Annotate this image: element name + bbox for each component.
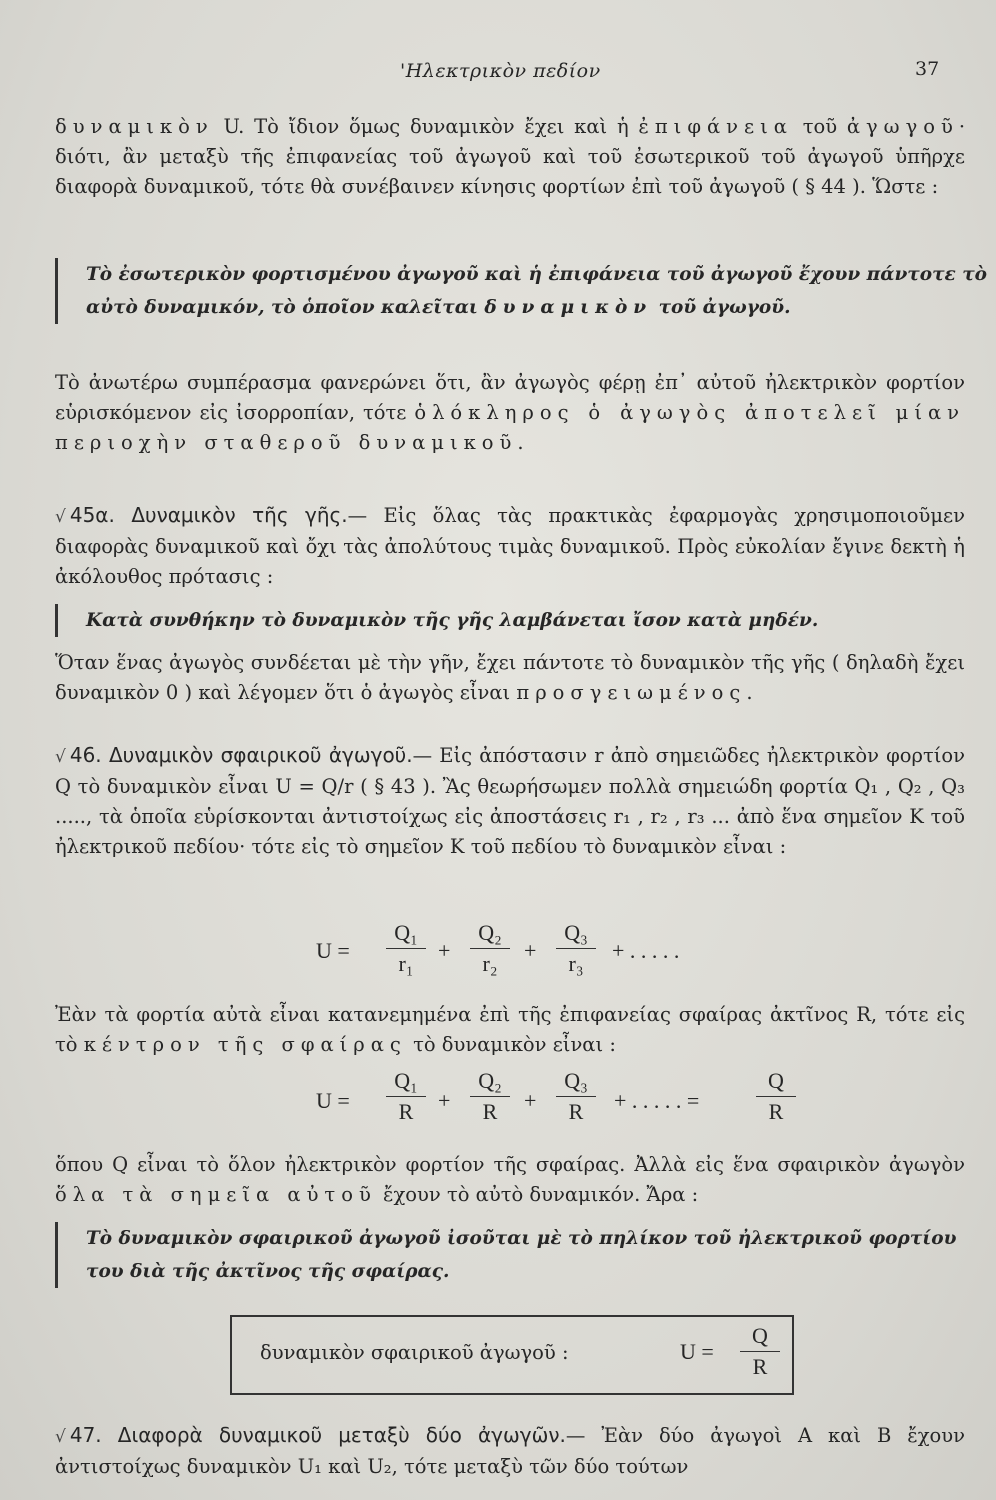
numerator: Q₃ bbox=[556, 1068, 596, 1097]
numerator: Q₁ bbox=[386, 920, 426, 949]
equation-lhs: U = bbox=[316, 1088, 350, 1113]
spaced-word: δυναμικὸν bbox=[484, 297, 653, 318]
plus-sign: + bbox=[438, 1088, 451, 1113]
numerator: Q₂ bbox=[470, 920, 510, 949]
box-label: δυναμικὸν σφαιρικοῦ ἀγωγοῦ : bbox=[260, 1341, 569, 1364]
page-header bbox=[0, 58, 996, 88]
denominator: r₁ bbox=[398, 951, 414, 976]
boxed-formula bbox=[230, 1315, 794, 1395]
paragraph-conductor-surface bbox=[55, 112, 965, 202]
denominator: r₂ bbox=[482, 951, 498, 976]
rule-sphere-potential bbox=[55, 1222, 996, 1288]
numerator: Q₃ bbox=[556, 920, 596, 949]
fraction-q1-r bbox=[386, 1068, 426, 1125]
equation-ellipsis: + . . . . . bbox=[612, 938, 680, 963]
section-46 bbox=[55, 740, 965, 862]
fraction-q2-r2 bbox=[470, 920, 510, 977]
numerator: Q bbox=[756, 1068, 796, 1097]
equation-sphere bbox=[0, 1068, 996, 1148]
equation-point-charges bbox=[0, 920, 996, 1000]
equation-lhs: U = bbox=[680, 1339, 714, 1364]
section-47 bbox=[55, 1420, 965, 1482]
text-run: · διότι, ἂν μεταξὺ τῆς ἐπιφανείας τοῦ ἀγωγοῦ καὶ τοῦ ἐσωτερικοῦ τοῦ ἀγωγοῦ ὑπῆρχε διαφορὰ δυναμικοῦ, τότε θὰ συνέβαινεν κίνησις φορτίων ἐπὶ τοῦ ἀγωγοῦ ( § 44 ). Ὥστε : bbox=[55, 115, 966, 198]
spaced-word: κέντρον τῆς σφαίρας bbox=[83, 1033, 407, 1056]
text-run: ὅπου Q εἶναι τὸ ὅλον ἠλεκτρικὸν φορτίον τῆς σφαίρας. Ἀλλὰ εἰς ἕνα σφαιρικὸν ἀγωγὸν bbox=[55, 1153, 965, 1176]
paragraph-equilibrium bbox=[55, 368, 965, 458]
text-run: — Εἰς ὅλας τὰς πρακτικὰς ἐφαρμογὰς χρησιμοποιοῦμεν διαφορὰς δυναμικοῦ καὶ ὄχι τὰς ἀπολύτους τιμὰς δυναμικοῦ. Πρὸς εὐκολίαν ἔγινε δεκτὴ ἡ ἀκόλουθος πρότασις : bbox=[55, 504, 965, 588]
check-mark-icon: √ bbox=[55, 747, 66, 767]
plus-sign: + bbox=[524, 938, 537, 963]
denominator: R bbox=[768, 1099, 784, 1124]
section-heading-46: 46. Δυναμικὸν σφαιρικοῦ ἀγωγοῦ. bbox=[69, 743, 413, 767]
text-run: Ὅταν ἕνας ἀγωγὸς συνδέεται μὲ τὴν γῆν, ἔχει πάντοτε τὸ δυναμικὸν τῆς γῆς ( δηλαδὴ ἔχει δυναμικὸν 0 ) καὶ λέγομεν ὅτι ὁ ἀγωγὸς εἶναι bbox=[55, 651, 965, 704]
paragraph-sphere-total-charge bbox=[55, 1150, 965, 1210]
rule-text: Τὸ ἐσωτερικὸν φορτισμένου ἀγωγοῦ καὶ ἡ ἐπιφάνεια τοῦ ἀγωγοῦ ἔχουν πάντοτε τὸ αὐτὸ δυναμικόν, τὸ ὁποῖον καλεῖται bbox=[86, 264, 987, 318]
text-run: — Εἰς ἀπόστασιν r ἀπὸ σημειῶδες ἠλεκτρικὸν φορτίον Q τὸ δυναμικὸν εἶναι U = Q/r ( § 43 ). Ἂς θεωρήσωμεν πολλὰ σημειώδη φορτία Q₁ , Q₂ , Q₃ ....., τὰ ὁποῖα εὑρίσκονται ἀντιστοίχως εἰς ἀποστάσεις r₁ , r₂ , r₃ ... ἀπὸ ἕνα σημεῖον Κ τοῦ ἠλεκτρικοῦ πεδίου· τότε εἰς τὸ σημεῖον Κ τοῦ πεδίου τὸ δυναμικὸν εἶναι : bbox=[55, 744, 966, 858]
fraction-q3-r3 bbox=[556, 920, 596, 977]
spaced-word: προσγειωμένος. bbox=[516, 681, 759, 704]
fraction-q-r bbox=[740, 1323, 780, 1380]
denominator: R bbox=[752, 1354, 768, 1379]
spaced-word: ἀγωγοῦ bbox=[846, 115, 959, 138]
section-heading-45a: 45α. Δυναμικὸν τῆς γῆς. bbox=[69, 503, 348, 527]
spaced-word: ὁλόκληρος ὁ ἀγωγὸς ἀποτελεῖ μίαν περιοχὴν σταθεροῦ δυναμικοῦ. bbox=[55, 401, 966, 454]
text-run: Ἐὰν τὰ φορτία αὐτὰ εἶναι κατανεμημένα ἐπὶ τῆς ἐπιφανείας σφαίρας ἀκτῖνος R, τότε εἰς τὸ bbox=[55, 1003, 965, 1056]
fraction-q3-r bbox=[556, 1068, 596, 1125]
rule-interior-potential bbox=[55, 258, 996, 324]
numerator: Q bbox=[740, 1323, 780, 1352]
rule-text: τοῦ ἀγωγοῦ. bbox=[658, 297, 791, 318]
plus-sign: + bbox=[524, 1088, 537, 1113]
spaced-word: δυναμικὸν bbox=[55, 115, 214, 138]
rule-earth-potential bbox=[55, 604, 996, 637]
equation-lhs: U = bbox=[316, 938, 350, 963]
denominator: R bbox=[568, 1099, 584, 1124]
fraction-q-r bbox=[756, 1068, 796, 1125]
denominator: r₃ bbox=[568, 951, 584, 976]
text-run: Τὸ ἀνωτέρω συμπέρασμα φανερώνει ὅτι, ἂν ἀγωγὸς φέρῃ ἐπ᾽ αὐτοῦ ἠλεκτρικὸν φορτίον εὑρισκόμενον εἰς ἰσορροπίαν, τότε bbox=[55, 371, 965, 424]
numerator: Q₁ bbox=[386, 1068, 426, 1097]
check-mark-icon: √ bbox=[55, 507, 66, 527]
page-number: 37 bbox=[915, 58, 940, 80]
numerator: Q₂ bbox=[470, 1068, 510, 1097]
text-run: — Ἐὰν δύο ἀγωγοὶ Α καὶ Β ἔχουν ἀντιστοίχως δυναμικὸν U₁ καὶ U₂, τότε μεταξὺ τῶν δύο τούτων bbox=[55, 1424, 965, 1478]
text-run: ἔχουν τὸ αὐτὸ δυναμικόν. Ἄρα : bbox=[383, 1183, 699, 1206]
fraction-q2-r bbox=[470, 1068, 510, 1125]
text-run: τοῦ bbox=[802, 115, 838, 138]
check-mark-icon: √ bbox=[55, 1427, 66, 1447]
equation-ellipsis: + . . . . . = bbox=[614, 1088, 700, 1113]
denominator: R bbox=[398, 1099, 414, 1124]
text-run: U. Τὸ ἴδιον ὅμως δυναμικὸν ἔχει καὶ ἡ bbox=[223, 115, 629, 138]
rule-text: Κατὰ συνθήκην τὸ δυναμικὸν τῆς γῆς λαμβάνεται ἴσον κατὰ μηδέν. bbox=[86, 610, 819, 631]
spaced-word: ὅλα τὰ σημεῖα αὐτοῦ bbox=[55, 1183, 377, 1206]
plus-sign: + bbox=[438, 938, 451, 963]
paragraph-sphere-center bbox=[55, 1000, 965, 1060]
running-title: 'Ηλεκτρικὸν πεδίον bbox=[400, 60, 601, 82]
text-run: τὸ δυναμικὸν εἶναι : bbox=[413, 1033, 616, 1056]
section-45a bbox=[55, 500, 965, 592]
spaced-word: ἐπιφάνεια bbox=[638, 115, 793, 138]
rule-text: Τὸ δυναμικὸν σφαιρικοῦ ἀγωγοῦ ἰσοῦται μὲ τὸ πηλίκον τοῦ ἠλεκτρικοῦ φορτίου του διὰ τῆς ἀκτῖνος τῆς σφαίρας. bbox=[86, 1228, 957, 1282]
denominator: R bbox=[482, 1099, 498, 1124]
fraction-q1-r1 bbox=[386, 920, 426, 977]
paragraph-grounded bbox=[55, 648, 965, 708]
section-heading-47: 47. Διαφορὰ δυναμικοῦ μεταξὺ δύο ἀγωγῶν. bbox=[69, 1423, 566, 1447]
